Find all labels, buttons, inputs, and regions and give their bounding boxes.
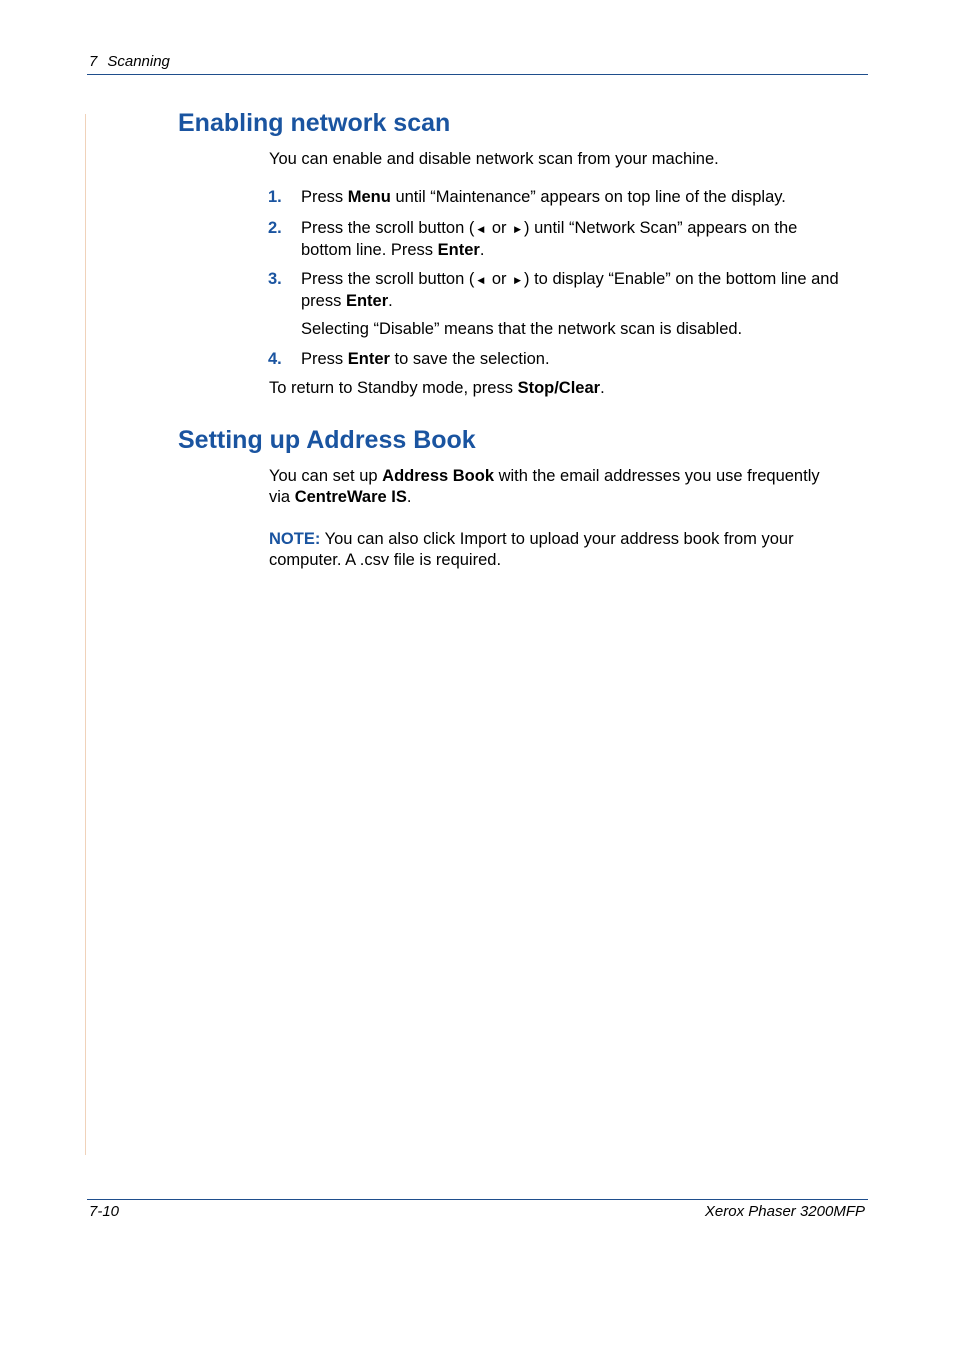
- scroll-left-icon: ◀: [477, 275, 485, 285]
- footer-divider: [87, 1199, 868, 1200]
- step-text: Press Enter to save the selection.: [301, 350, 550, 368]
- step-number: 4.: [268, 350, 282, 368]
- step-number: 2.: [268, 219, 282, 237]
- chapter-title: Scanning: [107, 53, 170, 70]
- section-outro: To return to Standby mode, press Stop/Clear.: [269, 379, 605, 397]
- section-title-network-scan: Enabling network scan: [178, 109, 451, 137]
- running-header: [89, 53, 170, 70]
- product-name: Xerox Phaser 3200MFP: [704, 1203, 865, 1220]
- step-text: Press the scroll button ( ◀ or ▶ ) to display “Enable” on the bottom line and press Enter.: [301, 270, 839, 310]
- section-title-address-book: Setting up Address Book: [178, 426, 476, 454]
- page-number: 7-10: [89, 1203, 120, 1220]
- step-text: Press Menu until “Maintenance” appears on top line of the display.: [301, 188, 786, 206]
- note-paragraph: NOTE: You can also click Import to upload your address book from your computer. A .csv file is required.: [269, 530, 794, 569]
- address-book-paragraph: You can set up Address Book with the email addresses you use frequently via CentreWare IS.: [269, 467, 820, 506]
- scroll-right-icon: ▶: [514, 224, 522, 234]
- step-text: Press the scroll button ( ◀ or ▶ ) until “Network Scan” appears on the bottom line. Press Enter.: [301, 219, 798, 259]
- note-label: NOTE:: [269, 530, 321, 548]
- step-number: 3.: [268, 270, 282, 288]
- margin-rule: [85, 114, 86, 1155]
- scroll-right-icon: ▶: [514, 275, 522, 285]
- step-note: Selecting “Disable” means that the network scan is disabled.: [301, 320, 743, 338]
- chapter-number: 7: [89, 53, 98, 70]
- header-divider: [87, 74, 868, 75]
- section-intro: You can enable and disable network scan from your machine.: [269, 150, 719, 168]
- step-number: 1.: [268, 188, 282, 206]
- scroll-left-icon: ◀: [477, 224, 485, 234]
